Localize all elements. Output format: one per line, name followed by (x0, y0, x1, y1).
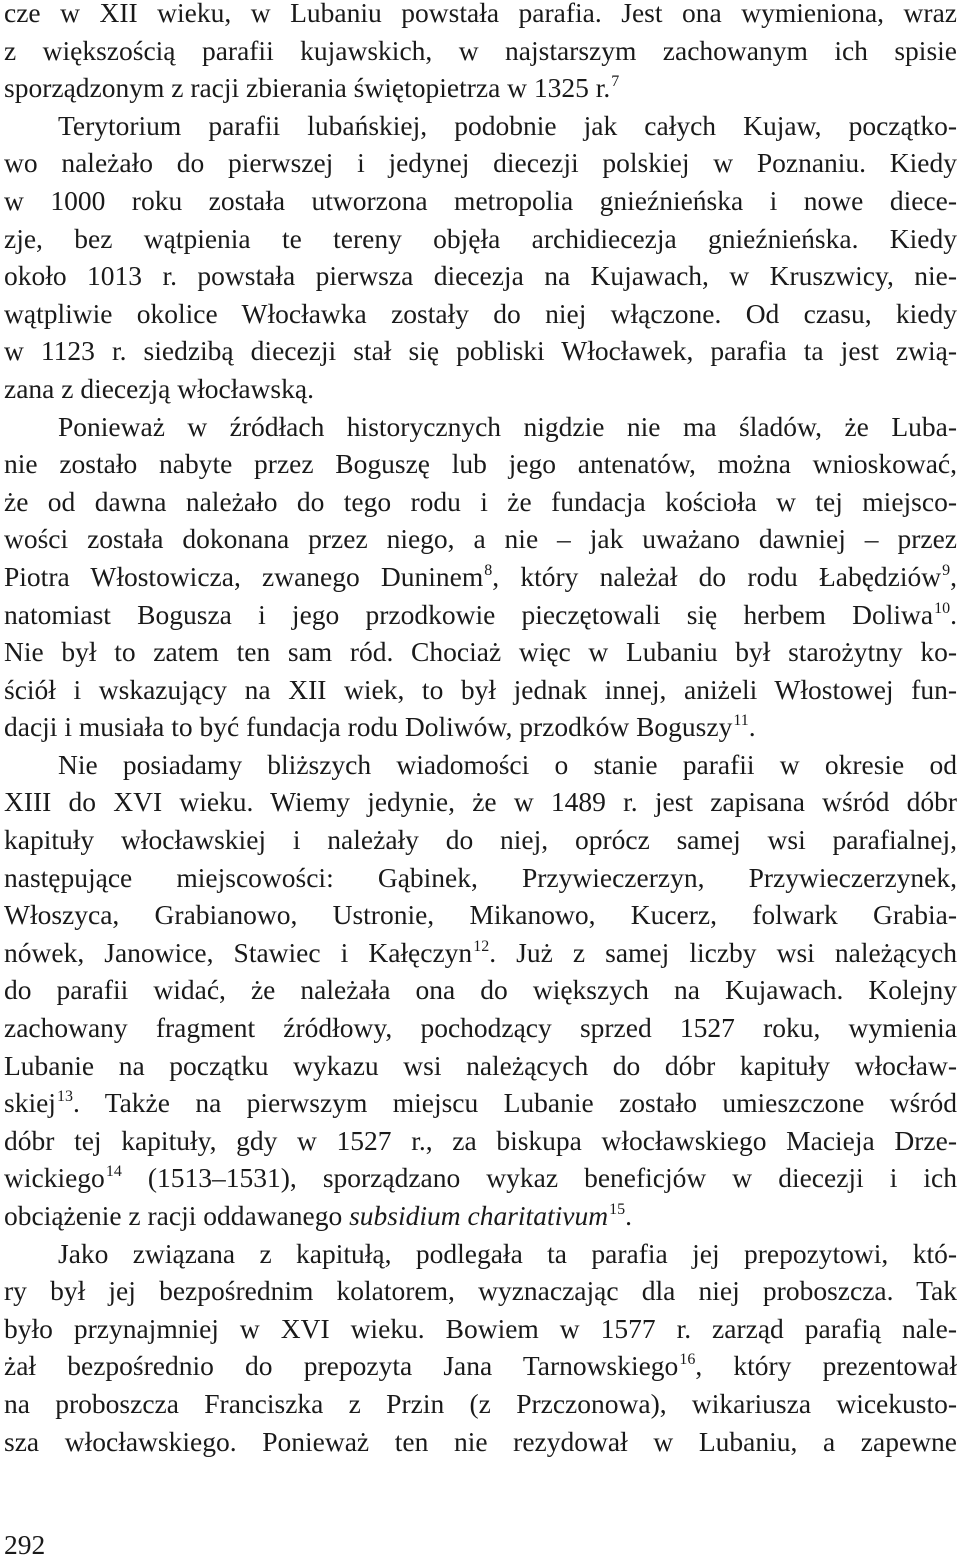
text-segment: następujące miejscowości: Gąbinek, Przywieczerzyn, Przywieczerzynek, (4, 861, 957, 893)
text-segment: około 1013 r. powstała pierwsza diecezja na Kujawach, w Kruszwicy, nie- (4, 260, 957, 292)
text-segment: . (748, 711, 756, 743)
text-segment: Nie był to zatem ten sam ród. Chociaż więc w Lubaniu był starożytny ko- (4, 636, 957, 668)
text-line (4, 107, 957, 145)
text-segment: ściół i wskazujący na XII wiek, to był jednak innej, aniżeli Włostowej fun- (4, 673, 957, 705)
text-line (4, 332, 957, 370)
text-segment: , który prezentował (695, 1350, 957, 1382)
text-segment: Nie posiadamy bliższych wiadomości o stanie parafii w okresie od (58, 748, 957, 780)
text-segment: ry był jej bezpośrednim kolatorem, wyznaczając dla niej proboszcza. Tak (4, 1275, 957, 1307)
footnote-marker: 11 (733, 712, 749, 730)
text-segment: . (625, 1200, 632, 1231)
text-line (4, 1272, 957, 1310)
text-line (4, 558, 957, 596)
text-segment: nówek, Janowice, Stawiec i Kałęczyn (4, 936, 473, 968)
text-segment: Włoszyca, Grabianowo, Ustronie, Mikanowo, Kucerz, folwark Grabia- (4, 899, 957, 931)
text-line (4, 596, 957, 634)
text-line (4, 1197, 957, 1235)
text-line (4, 32, 957, 70)
text-segment: cze w XII wieku, w Lubaniu powstała parafia. Jest ona wymieniona, wraz (4, 0, 957, 28)
text-line (4, 896, 957, 934)
text-line (4, 1009, 957, 1047)
footnote-marker: 13 (56, 1088, 73, 1106)
text-line (4, 144, 957, 182)
text-segment: na proboszcza Franciszka z Przin (z Przczonowa), wikariusza wicekusto- (4, 1387, 957, 1419)
page-number: 292 (4, 1529, 46, 1560)
footnote-marker: 12 (473, 937, 490, 955)
text-segment: (1513–1531), sporządzano wykaz beneficjów w diecezji i ich (121, 1162, 957, 1194)
text-line (4, 821, 957, 859)
text-line (4, 182, 957, 220)
text-line (4, 520, 957, 558)
footnote-marker: 9 (942, 561, 951, 579)
text-line (4, 1122, 957, 1160)
text-line (4, 1423, 957, 1461)
text-line (4, 445, 957, 483)
text-segment: , (950, 560, 957, 592)
text-segment: zana z diecezją włocławską. (4, 372, 314, 404)
footnote-marker: 16 (679, 1351, 696, 1369)
text-segment: Terytorium parafii lubańskiej, podobnie jak całych Kujaw, początko- (58, 109, 957, 141)
text-line (4, 370, 957, 408)
text-segment: Ponieważ w źródłach historycznych nigdzie nie ma śladów, że Luba- (58, 410, 957, 442)
text-segment: nie zostało nabyte przez Boguszę lub jego antenatów, można wnioskować, (4, 448, 957, 480)
text-line (4, 408, 957, 446)
text-segment: do parafii widać, że należała ona do większych na Kujawach. Kolejny (4, 974, 957, 1006)
text-segment: zachowany fragment źródłowy, pochodzący sprzed 1527 roku, wymienia (4, 1012, 957, 1044)
text-segment: , który należał do rodu Łabędziów (492, 560, 942, 592)
text-segment: z większością parafii kujawskich, w najstarszym zachowanym ich spisie (4, 34, 957, 66)
text-segment: dóbr tej kapituły, gdy w 1527 r., za biskupa włocławskiego Macieja Drze- (4, 1124, 957, 1156)
text-line (4, 220, 957, 258)
text-segment: w 1123 r. siedzibą diecezji stał się pobliski Włocławek, parafia ta jest zwią- (4, 335, 957, 367)
text-segment: . Także na pierwszym miejscu Lubanie zostało umieszczone wśród (72, 1087, 957, 1119)
text-segment: kapituły włocławskiej i należały do niej, oprócz samej wsi parafialnej, (4, 824, 957, 856)
text-line (4, 1084, 957, 1122)
text-segment: XIII do XVI wieku. Wiemy jedynie, że w 1489 r. jest zapisana wśród dóbr (4, 786, 957, 818)
text-line (4, 1310, 957, 1348)
text-segment: było przynajmniej w XVI wieku. Bowiem w 1577 r. zarząd parafią nale- (4, 1312, 957, 1344)
text-segment: Jako związana z kapitułą, podlegała ta parafia jej prepozytowi, któ- (58, 1237, 957, 1269)
text-segment: natomiast Bogusza i jego przodkowie pieczętowali się herbem Doliwa (4, 598, 934, 630)
text-segment: że od dawna należało do tego rodu i że fundacja kościoła w tej miejsco- (4, 485, 957, 517)
text-segment: . (950, 598, 957, 630)
footnote-marker: 15 (609, 1201, 626, 1218)
body-text (4, 0, 957, 1460)
text-segment: wości została dokonana przez niego, a nie – jak uważano dawniej – przez (4, 523, 957, 555)
text-segment: sza włocławskiego. Ponieważ ten nie rezydował w Lubaniu, a zapewne (4, 1425, 957, 1457)
text-segment: wątpliwie okolice Włocławka zostały do niej włączone. Od czasu, kiedy (4, 297, 957, 329)
text-segment: żał bezpośrednio do prepozyta Jana Tarnowskiego (4, 1350, 679, 1382)
footnote-marker: 8 (484, 561, 493, 579)
text-line (4, 0, 957, 32)
text-line (4, 257, 957, 295)
text-segment: sporządzonym z racji zbierania świętopietrza w 1325 r. (4, 72, 611, 104)
text-segment: Piotra Włostowicza, zwanego Duninem (4, 560, 484, 592)
text-line (4, 971, 957, 1009)
italic-text: subsidium charitativum (349, 1200, 609, 1231)
text-line (4, 934, 957, 972)
text-segment: w 1000 roku została utworzona metropolia gnieźnieńska i nowe diece- (4, 184, 957, 216)
text-segment: zje, bez wątpienia te tereny objęła archidiecezja gnieźnieńska. Kiedy (4, 222, 957, 254)
text-segment: dacji i musiała to być fundacja rodu Doliwów, przodków Boguszy (4, 711, 733, 743)
text-segment: skiej (4, 1087, 56, 1119)
text-line (4, 1347, 957, 1385)
text-line (4, 1047, 957, 1085)
text-segment: wickiego (4, 1162, 105, 1194)
text-line (4, 1385, 957, 1423)
text-line (4, 783, 957, 821)
text-line (4, 708, 957, 746)
footnote-marker: 14 (105, 1163, 122, 1181)
text-line (4, 671, 957, 709)
text-line (4, 746, 957, 784)
footnote-marker: 10 (934, 599, 951, 617)
text-segment: . Już z samej liczby wsi należących (489, 936, 958, 968)
text-segment: obciążenie z racji oddawanego (4, 1200, 350, 1231)
text-line (4, 633, 957, 671)
text-line (4, 859, 957, 897)
text-segment: Lubanie na początku wykazu wsi należących do dóbr kapituły włocław- (4, 1049, 957, 1081)
text-line (4, 69, 957, 107)
text-line (4, 295, 957, 333)
text-line (4, 1159, 957, 1197)
text-line (4, 483, 957, 521)
footnote-marker: 7 (611, 73, 620, 91)
text-line (4, 1235, 957, 1273)
text-segment: wo należało do pierwszej i jedynej diecezji polskiej w Poznaniu. Kiedy (4, 147, 957, 179)
